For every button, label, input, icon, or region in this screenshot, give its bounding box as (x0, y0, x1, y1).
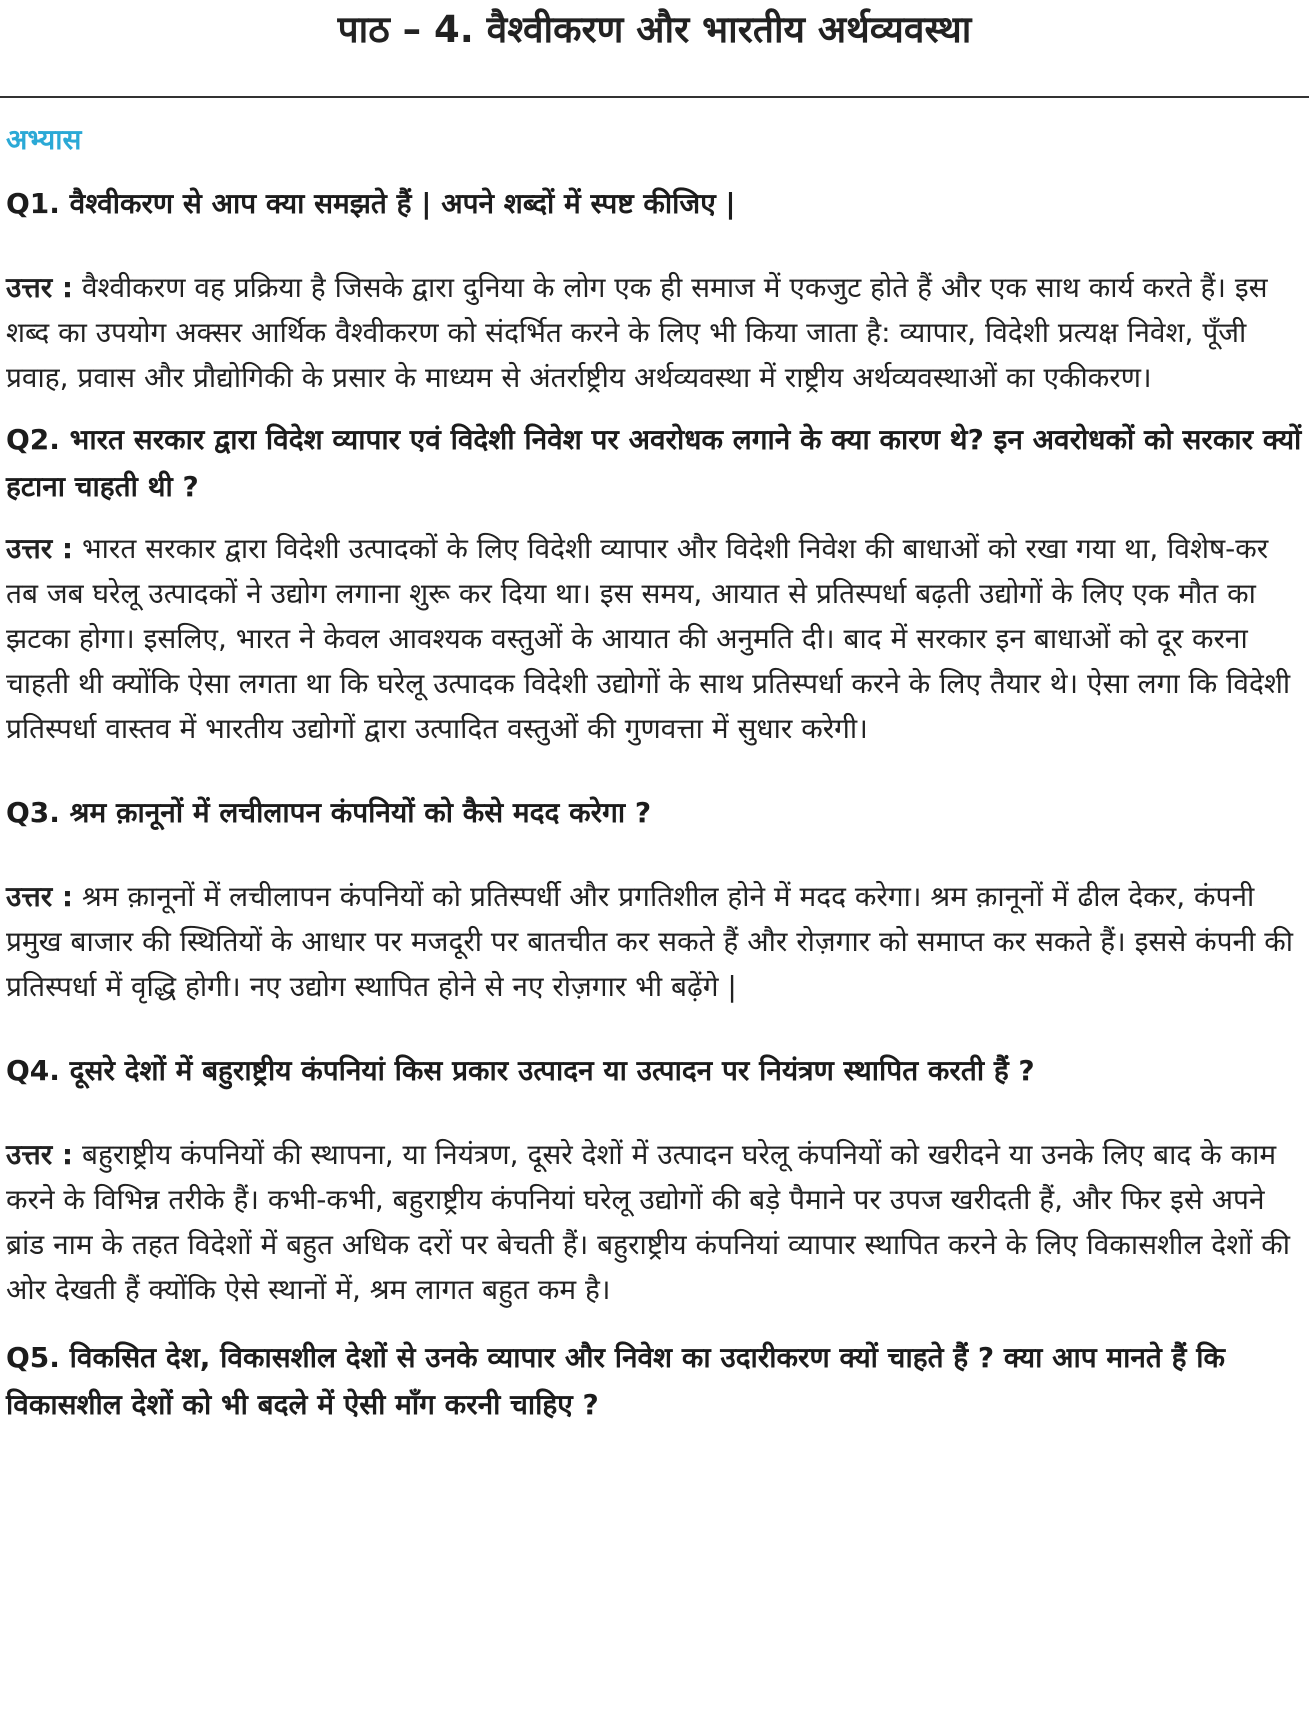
spacer (6, 510, 1302, 526)
answer-text: बहुराष्ट्रीय कंपनियों की स्थापना, या नियंत्रण, दूसरे देशों में उत्पादन घरेलू कंपनियों को खरीदने या उनके लिए बाद के काम करने के विभिन्न तरीके हैं। कभी-कभी, बहुराष्ट्रीय कंपनियां घरेलू उद्योगों की बड़े पैमाने पर उपज खरीदती हैं, और फिर इसे अपने ब्रांड नाम के तहत विदेशों में बहुत अधिक दरों पर बेचती हैं। बहुराष्ट्रीय कंपनियां व्यापार स्थापित करने के लिए विकासशील देशों की ओर देखती हैं क्योंकि ऐसे स्थानों में, श्रम लागत बहुत कम है। (6, 1138, 1291, 1306)
question-5: Q5. विकसित देश, विकासशील देशों से उनके व्यापार और निवेश का उदारीकरण क्यों चाहते हैं ? क्या आप मानते हैं कि विकासशील देशों को भी बदले में ऐसी माँग करनी चाहिए ? (6, 1341, 1226, 1421)
spacer (6, 227, 1302, 265)
answer-text: भारत सरकार द्वारा विदेशी उत्पादकों के लिए विदेशी व्यापार और विदेशी निवेश की बाधाओं को रखा गया था, विशेष-कर तब जब घरेलू उत्पादकों ने उद्योग लगाना शुरू कर दिया था। इस समय, आयात से प्रतिस्पर्धा बढ़ती उद्योगों के लिए एक मौत का झटका होगा। इसलिए, भारत ने केवल आवश्यक वस्तुओं के आयात की अनुमति दी। बाद में सरकार इन बाधाओं को दूर करना चाहती थी क्योंकि ऐसा लगता था कि घरेलू उत्पादक विदेशी उद्योगों के साथ प्रतिस्पर्धा करने के लिए तैयार थे। ऐसा लगा कि विदेशी प्रतिस्पर्धा वास्तव में भारतीय उद्योगों द्वारा उत्पादित वस्तुओं की गुणवत्ता में सुधार करेगी। (6, 532, 1291, 745)
qa-block-5 (6, 1334, 1302, 1428)
chapter-title: पाठ – 4. वैश्वीकरण और भारतीय अर्थव्यवस्था (337, 8, 972, 51)
answer-2 (6, 526, 1302, 751)
question-2: Q2. भारत सरकार द्वारा विदेश व्यापार एवं विदेशी निवेश पर अवरोधक लगाने के क्या कारण थे? इन अवरोधकों को सरकार क्यों हटाना चाहती थी ? (6, 423, 1302, 503)
question-1: Q1. वैश्वीकरण से आप क्या समझते हैं | अपने शब्दों में स्पष्ट कीजिए | (6, 187, 736, 220)
answer-label: उत्तर : (6, 1138, 74, 1171)
answer-text: वैश्वीकरण वह प्रक्रिया है जिसके द्वारा दुनिया के लोग एक ही समाज में एकजुट होते हैं और एक साथ कार्य करते हैं। इस शब्द का उपयोग अक्सर आर्थिक वैश्वीकरण को संदर्भित करने के लिए भी किया जाता है: व्यापार, विदेशी प्रत्यक्ष निवेश, पूँजी प्रवाह, प्रवास और प्रौद्योगिकी के प्रसार के माध्यम से अंतर्राष्ट्रीय अर्थव्यवस्था में राष्ट्रीय अर्थव्यवस्थाओं का एकीकरण। (6, 271, 1268, 394)
spacer (6, 751, 1302, 789)
answer-label: उत्तर : (6, 532, 74, 565)
answer-label: उत्तर : (6, 271, 74, 304)
content-area (6, 120, 1302, 1428)
qa-block-3 (6, 789, 1302, 1009)
question-4: Q4. दूसरे देशों में बहुराष्ट्रीय कंपनियां किस प्रकार उत्पादन या उत्पादन पर नियंत्रण स्थापित करती हैं ? (6, 1054, 1035, 1087)
question-3: Q3. श्रम क़ानूनों में लचीलापन कंपनियों को कैसे मदद करेगा ? (6, 796, 652, 829)
answer-text: श्रम क़ानूनों में लचीलापन कंपनियों को प्रतिस्पर्धी और प्रगतिशील होने में मदद करेगा। श्रम क़ानूनों में ढील देकर, कंपनी प्रमुख बाजार की स्थितियों के आधार पर मजदूरी पर बातचीत कर सकते हैं और रोज़गार को समाप्त कर सकते हैं। इससे कंपनी की प्रतिस्पर्धा में वृद्धि होगी। नए उद्योग स्थापित होने से नए रोज़गार भी बढ़ेंगे | (6, 880, 1294, 1003)
qa-block-2 (6, 416, 1302, 751)
qa-block-4 (6, 1047, 1302, 1312)
title-divider (0, 96, 1309, 98)
spacer (6, 400, 1302, 416)
spacer (6, 1094, 1302, 1132)
answer-label: उत्तर : (6, 880, 74, 913)
qa-block-1 (6, 180, 1302, 400)
spacer (6, 1009, 1302, 1047)
section-label: अभ्यास (6, 123, 82, 156)
answer-1 (6, 265, 1302, 400)
spacer (6, 1312, 1302, 1334)
answer-4 (6, 1132, 1302, 1312)
answer-3 (6, 874, 1302, 1009)
spacer (6, 836, 1302, 874)
